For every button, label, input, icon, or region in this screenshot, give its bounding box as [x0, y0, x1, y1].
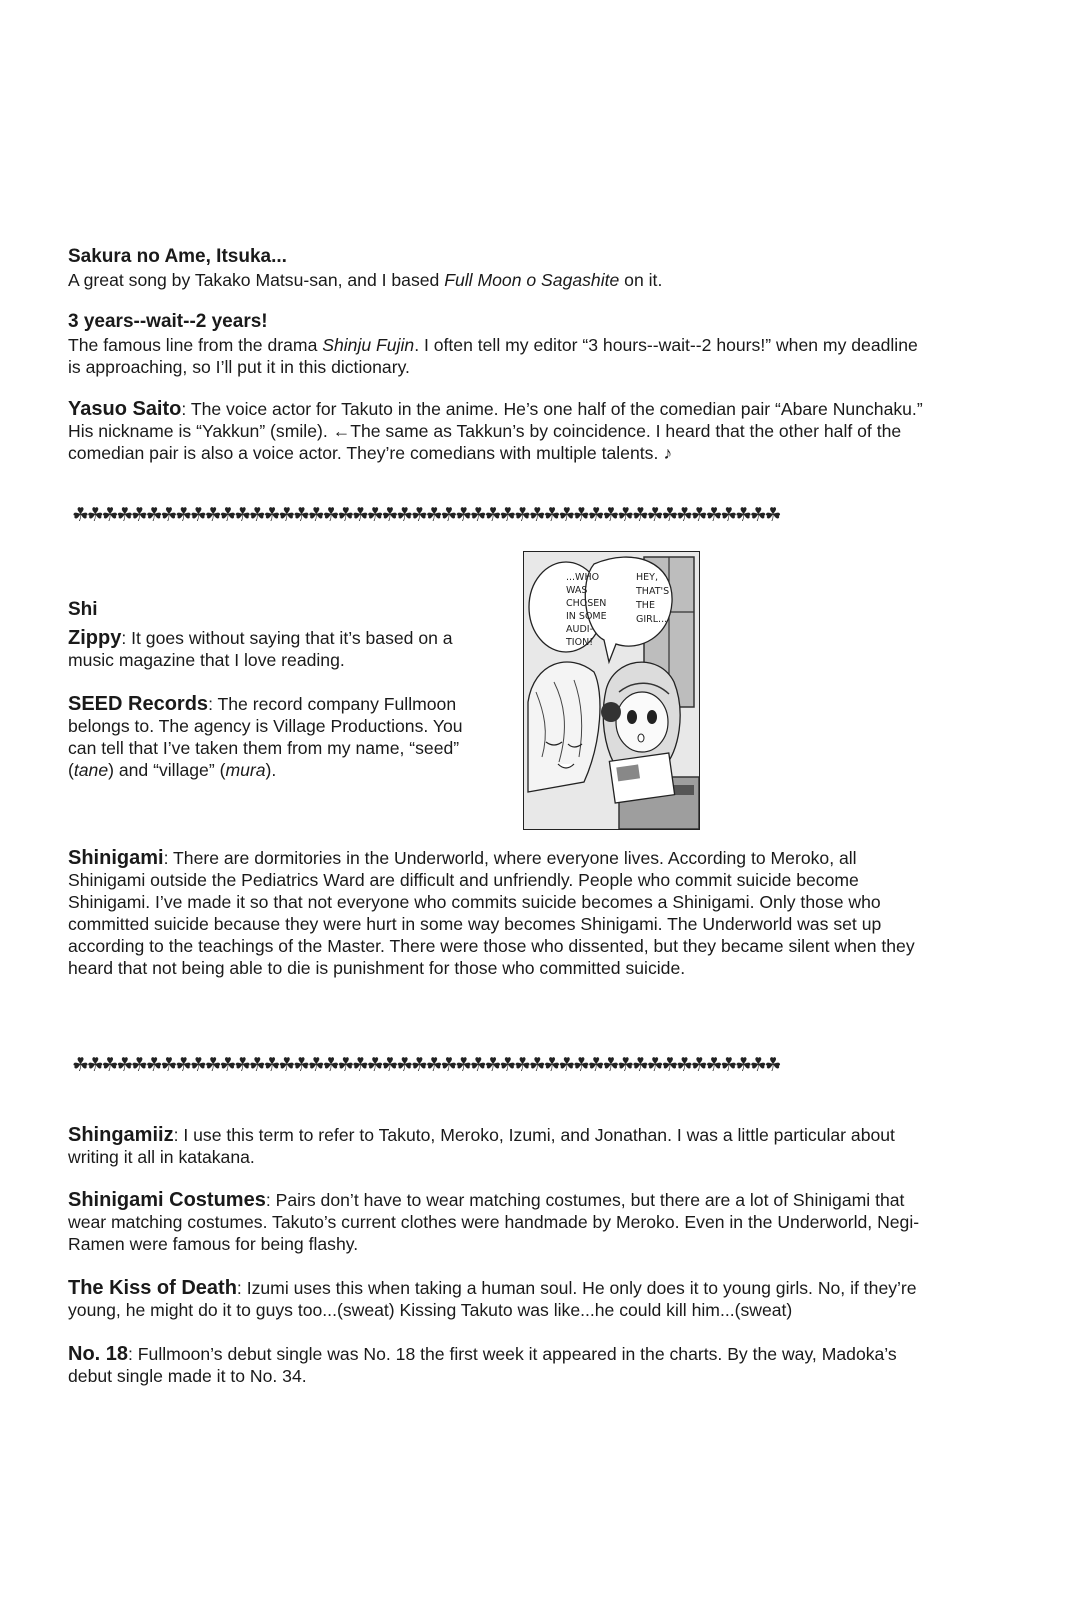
entry-term: The Kiss of Death	[68, 1277, 237, 1299]
entry-body: : Pairs don’t have to wear matching costumes, but there are a lot of Shinigami that wear matching costumes. Takuto’s current clothes were handmade by Meroko. Even in the Underworld, Negi-Ramen were famous for being flashy.	[68, 1190, 920, 1254]
entry-body: : Izumi uses this when taking a human soul. He only does it to young girls. No, if they’re young, he might do it to guys too...(sweat) Kissing Takuto was like...he could kill him...(sweat)	[68, 1278, 917, 1320]
entry-sakura	[68, 245, 928, 291]
entry-body: : It goes without saying that it’s based on a music magazine that I love reading.	[68, 628, 453, 670]
manga-panel-illustration	[523, 551, 700, 830]
entry-body: : The voice actor for Takuto in the anime. He’s one half of the comedian pair “Abare Nunchaku.” His nickname is “Yakkun” (smile). ←The same as Takkun’s by coincidence. I heard that the other half of the comedian pair is also a voice actor. They’re comedians with multiple talents. ♪	[68, 399, 923, 463]
entry-shingamiiz	[68, 1124, 928, 1168]
speech-bubble-left: ...WHO WAS CHOSEN IN SOME AUDI- TION!	[566, 572, 607, 648]
entry-body: . I often tell my editor “3 hours--wait--2 hours!” when my deadline is approaching, so I’ll put it in this dictionary.	[68, 335, 918, 377]
entry-term: Zippy	[68, 627, 122, 649]
entry-body: A great song by Takako Matsu-san, and I based	[68, 270, 445, 290]
entry-term: SEED Records	[68, 693, 209, 715]
entry-body: ).	[265, 760, 277, 780]
entry-body-italic: mura	[225, 760, 266, 780]
entry-body: ) and “village” (	[108, 760, 226, 780]
entry-shi	[68, 598, 468, 622]
entry-body-italic: tane	[73, 760, 109, 780]
entry-body: : The record company Fullmoon belongs to. The agency is Village Productions. You can tell that I’ve taken them from my name, “seed” (	[68, 694, 463, 780]
entry-body: : There are dormitories in the Underworld, where everyone lives. According to Meroko, all Shinigami outside the Pediatrics Ward are difficult and unfriendly. People who commit suicide become Shinigami. I’ve made it so that not everyone who commits suicide becomes a Shinigami. Only those who committed suicide because they were hurt in some way becomes Shinigami. The Underworld was set up according to the teachings of the Master. There were those who dissented, but they became silent when they heard that not being able to die is punishment for those who committed suicide.	[68, 848, 915, 978]
entry-body-italic: Full Moon o Sagashite	[444, 270, 620, 290]
entry-yasuo-saito	[68, 398, 928, 464]
entry-body: : Fullmoon’s debut single was No. 18 the first week it appeared in the charts. By the way, Madoka’s debut single made it to No. 34.	[68, 1344, 897, 1386]
entry-term: No. 18	[68, 1343, 129, 1365]
entry-body: on it.	[619, 270, 663, 290]
section-letter: Shi	[68, 599, 98, 620]
entry-title: Sakura no Ame, Itsuka...	[68, 246, 287, 267]
entry-term: Shinigami Costumes	[68, 1189, 266, 1211]
entry-shinigami-costumes	[68, 1189, 928, 1255]
speech-bubble-right: HEY, THAT'S THE GIRL...	[636, 572, 670, 625]
entry-term: Shingamiiz	[68, 1124, 174, 1146]
ornament-divider: ☘☘☘☘☘☘☘☘☘☘☘☘☘☘☘☘☘☘☘☘☘☘☘☘☘☘☘☘☘☘☘☘☘☘☘☘☘☘☘☘☘☘☘☘☘☘☘☘	[72, 505, 780, 526]
entry-shinigami	[68, 847, 928, 979]
entry-body: The famous line from the drama	[68, 335, 323, 355]
entry-body: : I use this term to refer to Takuto, Meroko, Izumi, and Jonathan. I was a little particular about writing it all in katakana.	[68, 1125, 895, 1167]
entry-term: Shinigami	[68, 847, 164, 869]
entry-seed-records	[68, 693, 468, 781]
entry-no-18	[68, 1343, 928, 1387]
entry-body-italic: Shinju Fujin	[322, 335, 415, 355]
entry-title: 3 years--wait--2 years!	[68, 311, 268, 332]
ornament-divider: ☘☘☘☘☘☘☘☘☘☘☘☘☘☘☘☘☘☘☘☘☘☘☘☘☘☘☘☘☘☘☘☘☘☘☘☘☘☘☘☘☘☘☘☘☘☘☘☘	[72, 1055, 780, 1076]
entry-kiss-of-death	[68, 1277, 928, 1321]
entry-term: Yasuo Saito	[68, 398, 182, 420]
entry-zippy	[68, 627, 468, 671]
entry-three-years	[68, 310, 928, 378]
manga-art	[524, 552, 699, 829]
